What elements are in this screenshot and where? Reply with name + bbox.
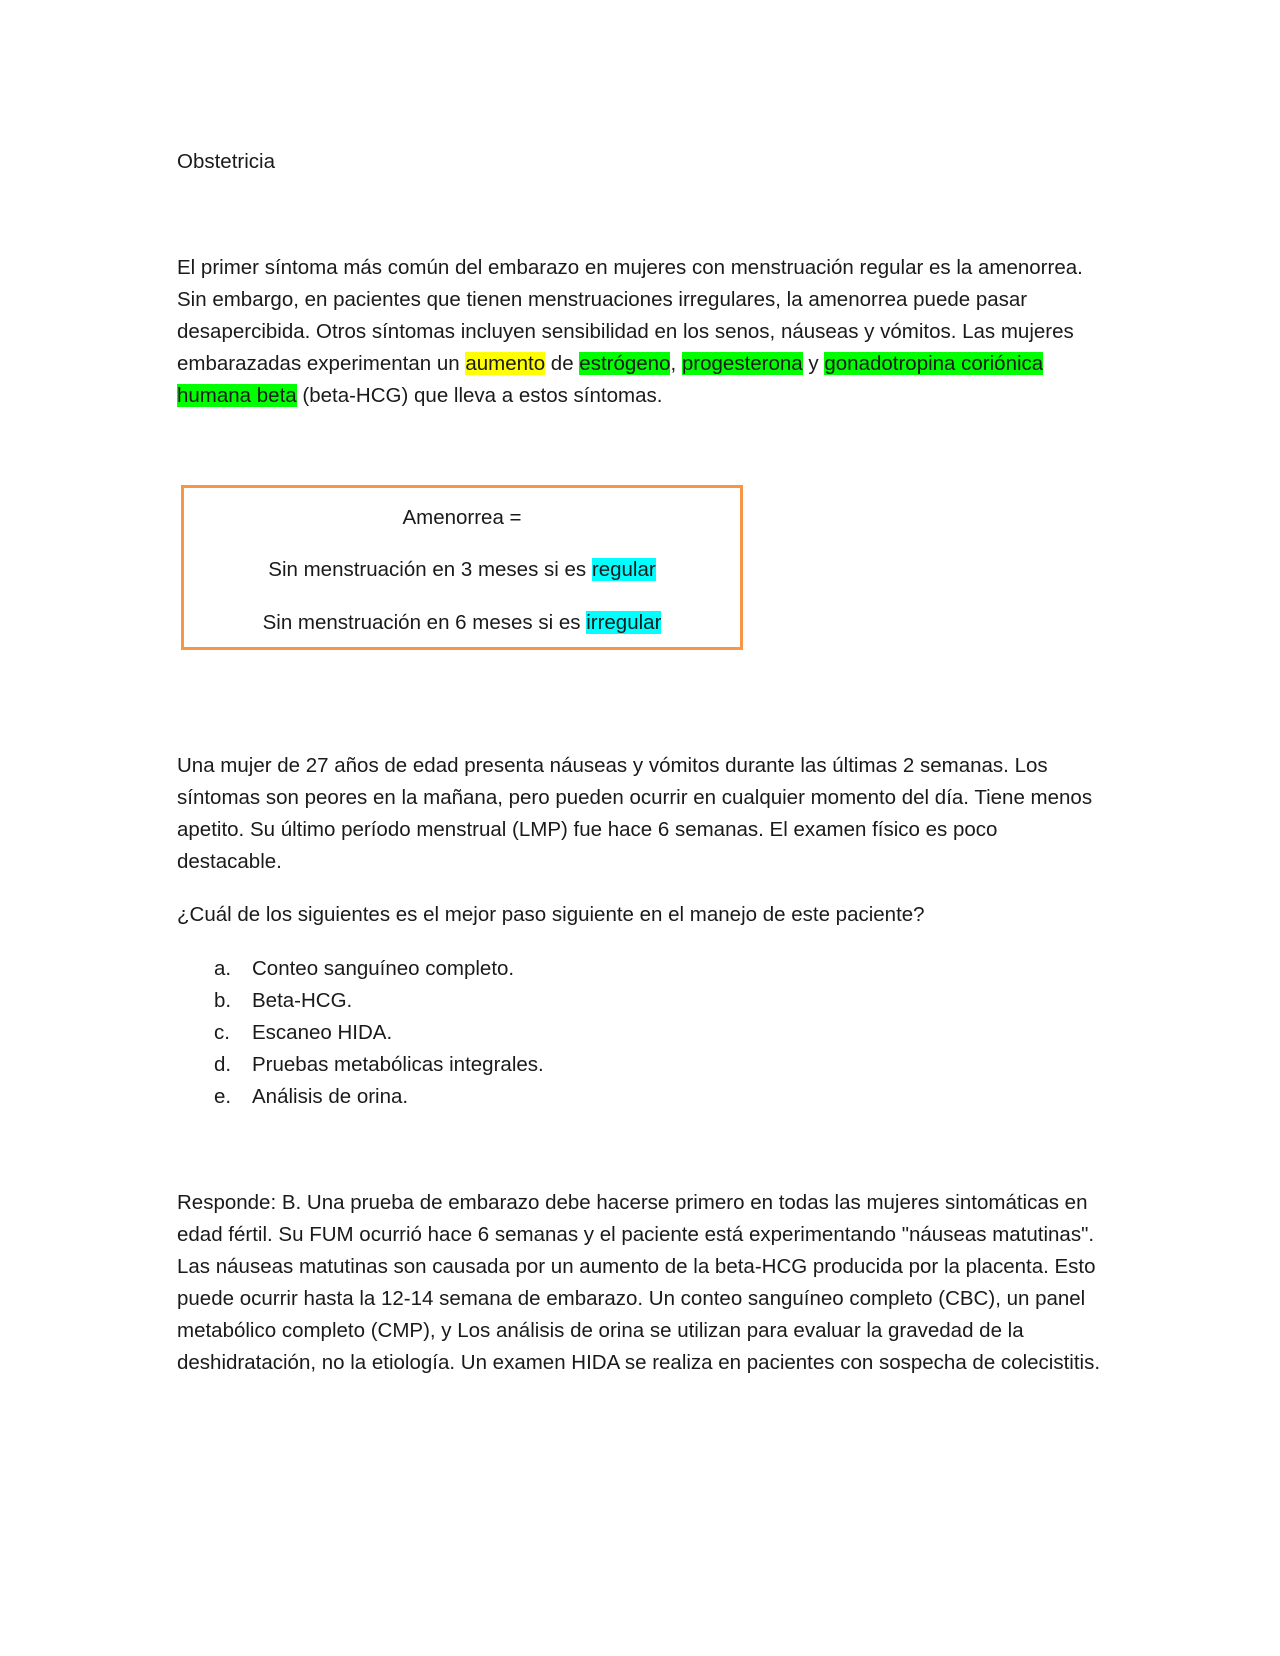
highlight-irregular: irregular — [586, 611, 662, 634]
highlight-aumento: aumento — [465, 352, 546, 375]
box-heading: Amenorrea = — [402, 506, 522, 529]
option-letter: e. — [214, 1085, 232, 1108]
answer-paragraph: Responde: B. Una prueba de embarazo debe hacerse primero en todas las mujeres sintomáticas en edad fértil. Su FUM ocurrió hace 6 semanas y el paciente está experimentando "náuseas matutinas". Las náuseas matutinas son causada por un aumento de la beta-HCG producida por la placenta. Esto puede ocurrir hasta la 12-14 semana de embarazo. Un conteo sanguíneo completo (CBC), un panel metabólico completo (CMP), y Los análisis de orina se utilizan para evaluar la gravedad de la deshidratación, no la etiología. Un examen HIDA se realiza en pacientes con sospecha de colecistitis. — [177, 1191, 1101, 1374]
list-item — [177, 1017, 1077, 1049]
question-text: ¿Cuál de los siguientes es el mejor paso siguiente en el manejo de este paciente? — [177, 903, 925, 926]
case-paragraph: Una mujer de 27 años de edad presenta náuseas y vómitos durante las últimas 2 semanas. Los síntomas son peores en la mañana, pero pueden ocurrir en cualquier momento del día. Tiene menos apetito. Su último período menstrual (LMP) fue hace 6 semanas. El examen físico es poco destacable. — [177, 754, 1093, 873]
box-regular-prefix: Sin menstruación en 3 meses si es — [268, 558, 592, 581]
highlight-estrogeno: estrógeno — [579, 352, 671, 375]
intro-text-comma: , — [670, 352, 682, 375]
option-text: Análisis de orina. — [252, 1085, 409, 1108]
highlight-progesterona: progesterona — [681, 352, 803, 375]
option-letter: c. — [214, 1021, 230, 1044]
option-text: Escaneo HIDA. — [252, 1021, 393, 1044]
option-letter: b. — [214, 989, 232, 1012]
option-text: Pruebas metabólicas integrales. — [252, 1053, 544, 1076]
intro-paragraph — [177, 252, 1107, 412]
list-item — [177, 953, 1077, 985]
intro-text-y: y — [802, 352, 825, 375]
option-letter: a. — [214, 957, 232, 980]
box-line-irregular — [184, 608, 740, 638]
highlight-regular: regular — [591, 558, 656, 581]
highlight-gonadotropina: gonadotropina coriónica humana beta — [177, 352, 1044, 407]
box-line-regular — [184, 555, 740, 585]
box-irregular-prefix: Sin menstruación en 6 meses si es — [262, 611, 587, 634]
intro-text: El primer síntoma más común del embarazo en mujeres con menstruación regular es la amenorrea. Sin embargo, en pacientes que tienen menstruaciones irregulares, la amenorrea puede pasar desapercibida. Otros síntomas incluyen sensibilidad en los senos, náuseas y vómitos. Las mujeres embarazadas experimentan un — [177, 256, 1083, 375]
amenorrea-definition-box — [181, 485, 743, 650]
option-text: Beta-HCG. — [252, 989, 353, 1012]
option-text: Conteo sanguíneo completo. — [252, 957, 515, 980]
list-item — [177, 985, 1077, 1017]
answer-options-list — [177, 953, 1077, 1113]
list-item — [177, 1049, 1077, 1081]
list-item — [177, 1081, 1077, 1113]
document-title: Obstetricia — [177, 150, 275, 173]
intro-text-end: (beta-HCG) que lleva a estos síntomas. — [296, 384, 663, 407]
option-letter: d. — [214, 1053, 232, 1076]
intro-text-de: de — [545, 352, 580, 375]
